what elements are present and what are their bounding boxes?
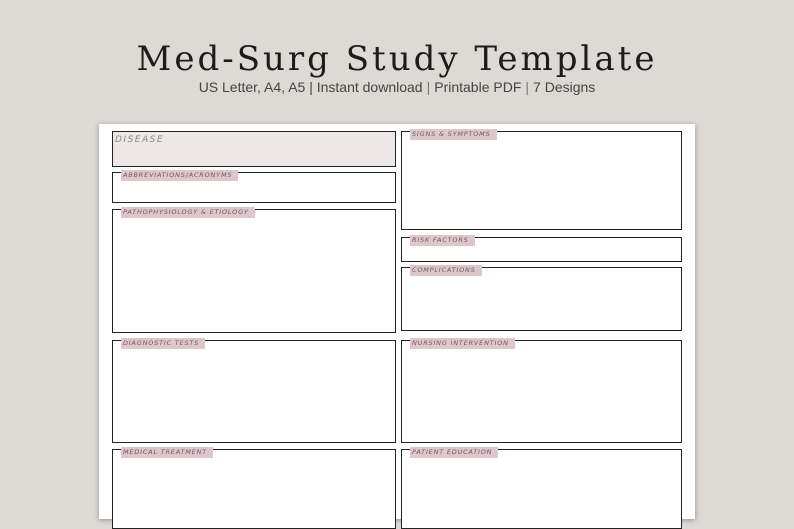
subtitle-designs: 7 Designs <box>533 79 596 95</box>
subtitle-divider: | <box>525 79 530 95</box>
signs-symptoms-section <box>401 131 682 230</box>
medical-treatment-tag: MEDICAL TREATMENT <box>121 447 213 458</box>
template-page-preview <box>99 124 695 519</box>
risk-factors-tag: RISK FACTORS <box>410 235 475 246</box>
diagnostic-tests-tag: DIAGNOSTIC TESTS <box>121 338 205 349</box>
disease-field <box>112 131 396 167</box>
product-subtitle <box>0 79 794 95</box>
risk-factors-section <box>401 237 682 262</box>
nursing-intervention-section <box>401 340 682 443</box>
medical-treatment-section <box>112 449 396 529</box>
signs-symptoms-tag: SIGNS & SYMPTOMS <box>410 129 497 140</box>
abbreviations-tag: ABBREVIATIONS/ACRONYMS <box>121 170 238 181</box>
pathophysiology-tag: PATHOPHYSIOLOGY & ETIOLOGY <box>121 207 255 218</box>
subtitle-divider: | <box>426 79 431 95</box>
patient-education-section <box>401 449 682 529</box>
subtitle-format-pdf: Printable PDF <box>434 79 522 95</box>
subtitle-formats: US Letter, A4, A5 | Instant download <box>198 79 423 95</box>
patient-education-tag: PATIENT EDUCATION <box>410 447 498 458</box>
complications-tag: COMPLICATIONS <box>410 265 482 276</box>
disease-label: DISEASE <box>115 135 165 145</box>
pathophysiology-section <box>112 209 396 333</box>
abbreviations-section <box>112 172 396 203</box>
complications-section <box>401 267 682 331</box>
page-title: Med-Surg Study Template <box>136 38 658 79</box>
nursing-intervention-tag: NURSING INTERVENTION <box>410 338 515 349</box>
diagnostic-tests-section <box>112 340 396 443</box>
